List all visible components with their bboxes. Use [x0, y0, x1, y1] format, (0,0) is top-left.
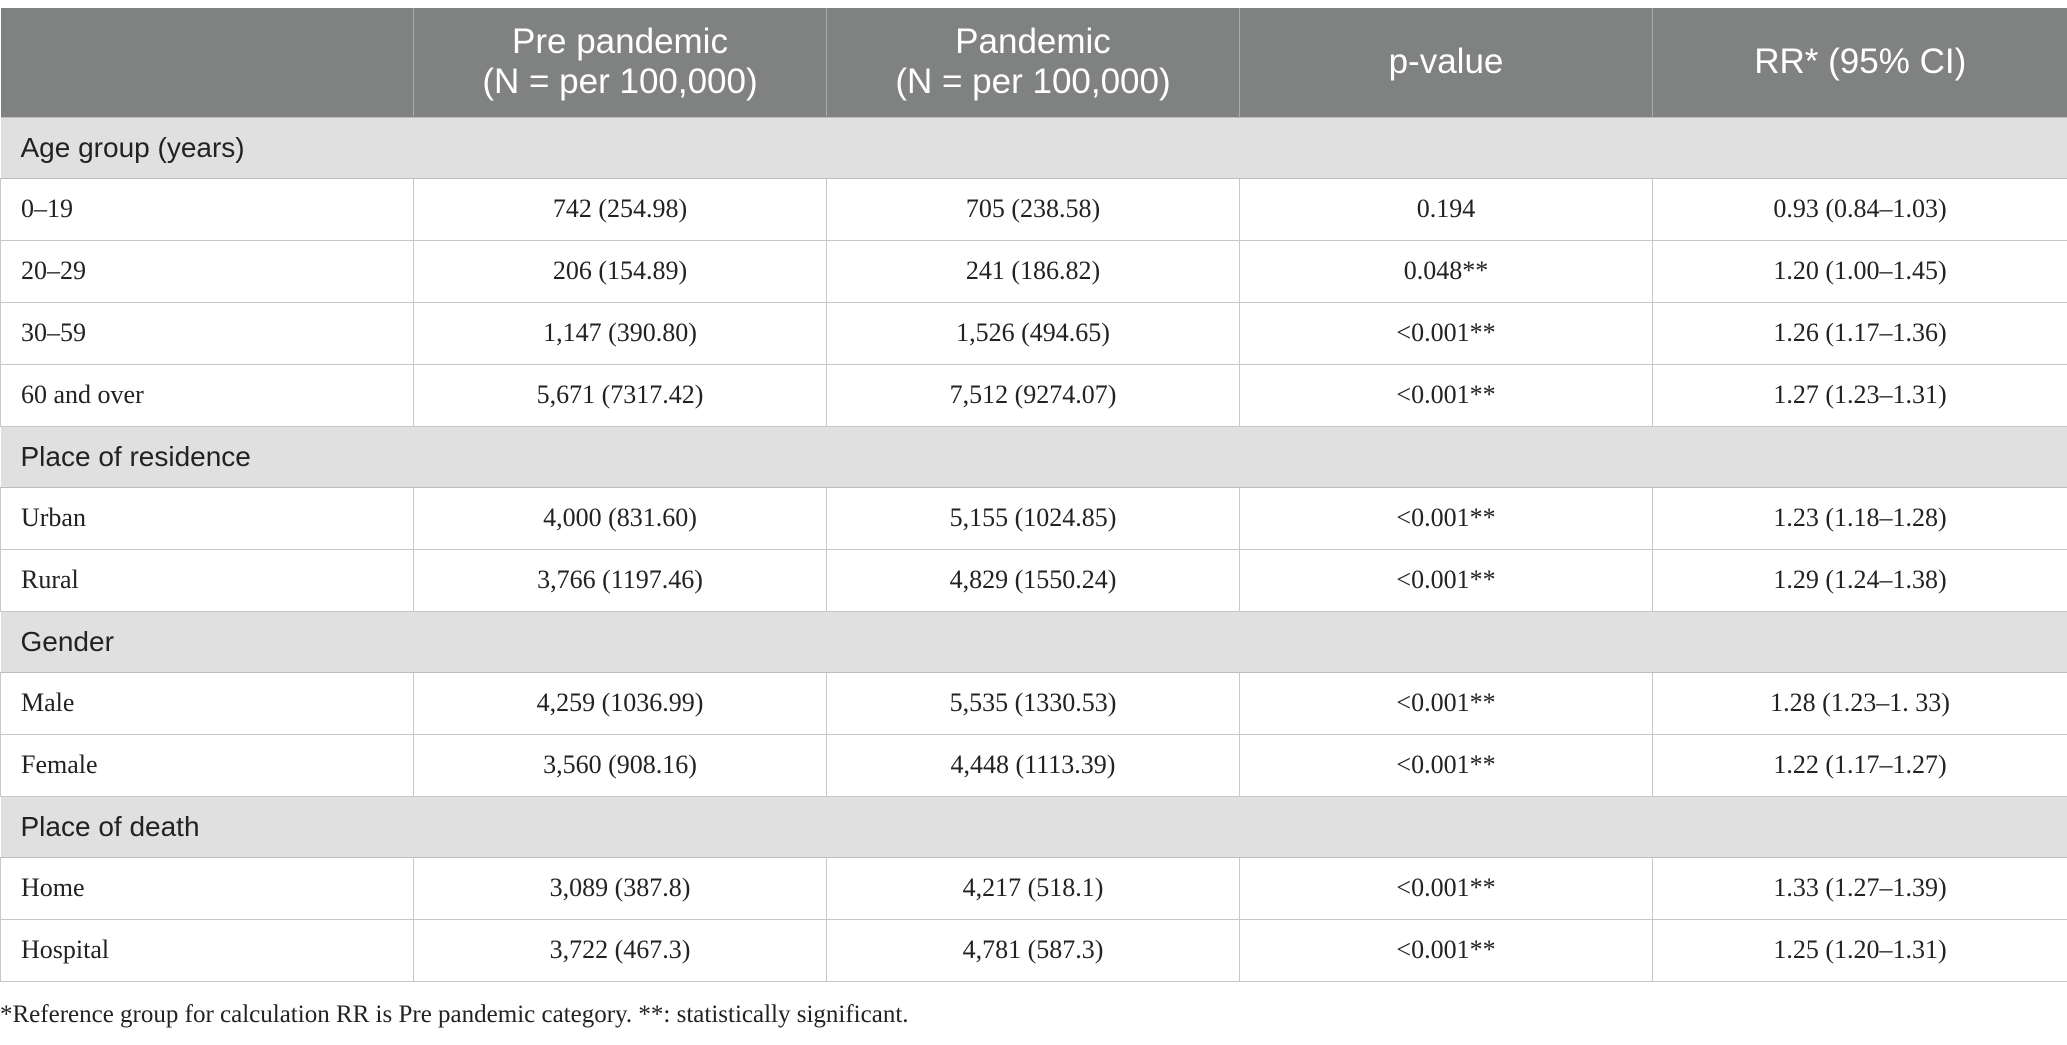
rr-cell: 1.20 (1.00–1.45) [1653, 240, 2067, 302]
table-row [1, 549, 2067, 611]
pre-pandemic-cell: 3,089 (387.8) [414, 857, 827, 919]
group-header-row [1, 796, 2067, 857]
p-value-cell: <0.001** [1240, 364, 1653, 426]
pandemic-cell: 7,512 (9274.07) [827, 364, 1240, 426]
table-row [1, 364, 2067, 426]
header-rr: RR* (95% CI) [1653, 8, 2067, 117]
p-value-cell: <0.001** [1240, 302, 1653, 364]
table-row [1, 178, 2067, 240]
row-label-cell: Rural [1, 549, 414, 611]
table-row [1, 240, 2067, 302]
rr-cell: 1.27 (1.23–1.31) [1653, 364, 2067, 426]
row-label-cell: 60 and over [1, 364, 414, 426]
pandemic-cell: 4,829 (1550.24) [827, 549, 1240, 611]
pandemic-cell: 4,781 (587.3) [827, 919, 1240, 981]
header-empty-cell [1, 8, 414, 117]
table-footnote: *Reference group for calculation RR is Pre pandemic category. **: statistically significant. [0, 1001, 909, 1028]
pre-pandemic-cell: 4,000 (831.60) [414, 487, 827, 549]
pre-pandemic-cell: 3,766 (1197.46) [414, 549, 827, 611]
row-label-cell: Home [1, 857, 414, 919]
pre-pandemic-cell: 4,259 (1036.99) [414, 672, 827, 734]
row-label-cell: Male [1, 672, 414, 734]
group-header-row [1, 117, 2067, 178]
table-row [1, 672, 2067, 734]
pandemic-cell: 5,155 (1024.85) [827, 487, 1240, 549]
rr-cell: 1.25 (1.20–1.31) [1653, 919, 2067, 981]
rr-cell: 1.33 (1.27–1.39) [1653, 857, 2067, 919]
table-row [1, 919, 2067, 981]
header-p-value: p-value [1240, 8, 1653, 117]
pandemic-cell: 4,448 (1113.39) [827, 734, 1240, 796]
p-value-cell: 0.048** [1240, 240, 1653, 302]
header-pandemic [827, 8, 1240, 117]
row-label-cell: Urban [1, 487, 414, 549]
header-pre-pandemic-unit: (N = per 100,000) [482, 62, 758, 102]
table-body [1, 117, 2067, 981]
pandemic-cell: 4,217 (518.1) [827, 857, 1240, 919]
row-label-cell: 0–19 [1, 178, 414, 240]
group-label: Place of residence [1, 426, 2067, 487]
p-value-cell: <0.001** [1240, 549, 1653, 611]
p-value-cell: <0.001** [1240, 734, 1653, 796]
rr-cell: 1.29 (1.24–1.38) [1653, 549, 2067, 611]
pandemic-cell: 1,526 (494.65) [827, 302, 1240, 364]
pre-pandemic-cell: 742 (254.98) [414, 178, 827, 240]
p-value-cell: <0.001** [1240, 857, 1653, 919]
p-value-cell: <0.001** [1240, 672, 1653, 734]
p-value-cell: <0.001** [1240, 487, 1653, 549]
rr-cell: 1.26 (1.17–1.36) [1653, 302, 2067, 364]
group-header-row [1, 611, 2067, 672]
mortality-table [0, 8, 2067, 982]
header-pandemic-title: Pandemic [955, 22, 1111, 62]
pre-pandemic-cell: 206 (154.89) [414, 240, 827, 302]
pandemic-cell: 5,535 (1330.53) [827, 672, 1240, 734]
rr-cell: 1.23 (1.18–1.28) [1653, 487, 2067, 549]
header-pre-pandemic [414, 8, 827, 117]
pre-pandemic-cell: 3,722 (467.3) [414, 919, 827, 981]
group-label: Gender [1, 611, 2067, 672]
row-label-cell: Hospital [1, 919, 414, 981]
table-row [1, 734, 2067, 796]
p-value-cell: <0.001** [1240, 919, 1653, 981]
row-label-cell: Female [1, 734, 414, 796]
table-row [1, 302, 2067, 364]
rr-cell: 1.28 (1.23–1. 33) [1653, 672, 2067, 734]
pre-pandemic-cell: 1,147 (390.80) [414, 302, 827, 364]
pre-pandemic-cell: 3,560 (908.16) [414, 734, 827, 796]
pre-pandemic-cell: 5,671 (7317.42) [414, 364, 827, 426]
group-label: Place of death [1, 796, 2067, 857]
header-pandemic-unit: (N = per 100,000) [895, 62, 1171, 102]
pandemic-cell: 241 (186.82) [827, 240, 1240, 302]
p-value-cell: 0.194 [1240, 178, 1653, 240]
row-label-cell: 20–29 [1, 240, 414, 302]
table-row [1, 487, 2067, 549]
rr-cell: 0.93 (0.84–1.03) [1653, 178, 2067, 240]
table-row [1, 857, 2067, 919]
header-pre-pandemic-title: Pre pandemic [512, 22, 728, 62]
table-header-row [1, 8, 2067, 117]
group-header-row [1, 426, 2067, 487]
group-label: Age group (years) [1, 117, 2067, 178]
rr-cell: 1.22 (1.17–1.27) [1653, 734, 2067, 796]
pandemic-cell: 705 (238.58) [827, 178, 1240, 240]
row-label-cell: 30–59 [1, 302, 414, 364]
